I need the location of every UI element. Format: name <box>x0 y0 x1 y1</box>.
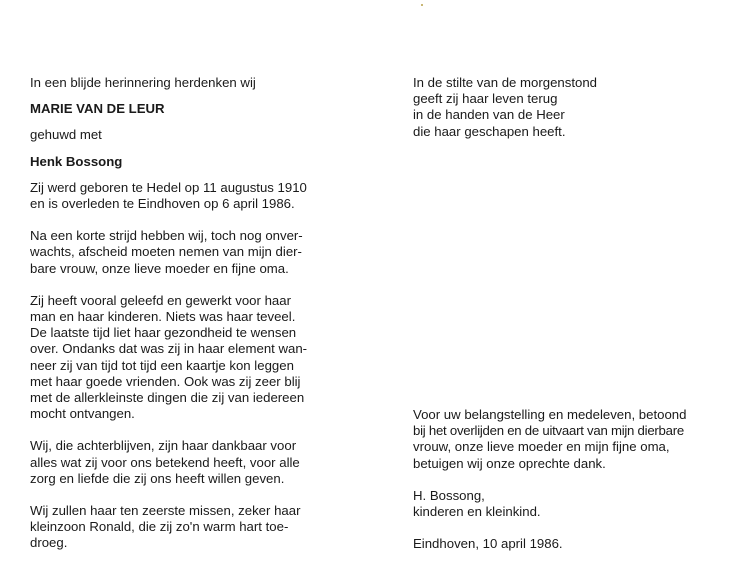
poem-line: geeft zij haar leven terug <box>413 91 558 107</box>
thanks-paragraph <box>413 407 723 472</box>
paragraph-line: kleinzoon Ronald, die zij zo'n warm hart toe- <box>30 519 289 535</box>
life-paragraph <box>30 293 330 423</box>
missing-paragraph <box>30 503 330 552</box>
poem-line: in de handen van de Heer <box>413 107 565 123</box>
poem <box>413 75 713 140</box>
spouse-name: Henk Bossong <box>30 153 123 169</box>
paragraph-line: betuigen wij onze oprechte dank. <box>413 455 606 471</box>
paragraph-line: man en haar kinderen. Niets was haar teveel. <box>30 309 296 325</box>
birth-death-paragraph <box>30 180 330 212</box>
print-speck <box>421 4 423 6</box>
paragraph-line: droeg. <box>30 535 68 551</box>
paragraph-line: Zij heeft vooral geleefd en gewerkt voor haar <box>30 292 291 308</box>
paragraph-line: mocht ontvangen. <box>30 406 135 422</box>
paragraph-line: De laatste tijd liet haar gezondheid te wensen <box>30 325 297 341</box>
paragraph-line: over. Ondanks dat was zij in haar element wan- <box>30 341 308 357</box>
paragraph-line: Voor uw belangstelling en medeleven, betoond <box>413 407 687 422</box>
signature-block <box>413 488 723 520</box>
paragraph-line: wachts, afscheid moeten nemen van mijn dier- <box>30 244 302 260</box>
signature-line: H. Bossong, <box>413 487 485 503</box>
paragraph-line: bare vrouw, onze lieve moeder en fijne oma. <box>30 260 289 276</box>
poem-line: die haar geschapen heeft. <box>413 123 566 139</box>
paragraph-line: neer zij van tijd tot tijd een kaartje kon leggen <box>30 357 294 373</box>
left-column <box>30 75 330 552</box>
poem-line: In de stilte van de morgenstond <box>413 75 598 90</box>
place-date: Eindhoven, 10 april 1986. <box>413 536 563 552</box>
paragraph-line: vrouw, onze lieve moeder en mijn fijne oma, <box>413 439 670 455</box>
paragraph-line: alles wat zij voor ons betekend heeft, voor alle <box>30 454 300 470</box>
paragraph-line: en is overleden te Eindhoven op 6 april 1986. <box>30 196 295 212</box>
intro-text: In een blijde herinnering herdenken wij <box>30 75 256 90</box>
deceased-name: MARIE VAN DE LEUR <box>30 101 165 117</box>
paragraph-line: Wij zullen haar ten zeerste missen, zeker haar <box>30 503 301 519</box>
farewell-paragraph <box>30 228 330 277</box>
signature-line: kinderen en kleinkind. <box>413 504 541 520</box>
paragraph-line: Wij, die achterblijven, zijn haar dankbaar voor <box>30 438 297 454</box>
paragraph-line: bij het overlijden en de uitvaart van mijn dierbare <box>413 423 684 439</box>
married-label: gehuwd met <box>30 127 102 143</box>
paragraph-line: met haar goede vrienden. Ook was zij zeer blij <box>30 373 301 389</box>
paragraph-line: Na een korte strijd hebben wij, toch nog onver- <box>30 228 303 244</box>
paragraph-line: zorg en liefde die zij ons heeft willen geven. <box>30 470 285 486</box>
paragraph-line: Zij werd geboren te Hedel op 11 augustus 1910 <box>30 179 307 195</box>
thanks-section <box>413 407 723 552</box>
right-column <box>413 75 713 140</box>
gratitude-paragraph <box>30 438 330 487</box>
paragraph-line: met de allerkleinste dingen die zij van iedereen <box>30 390 305 406</box>
